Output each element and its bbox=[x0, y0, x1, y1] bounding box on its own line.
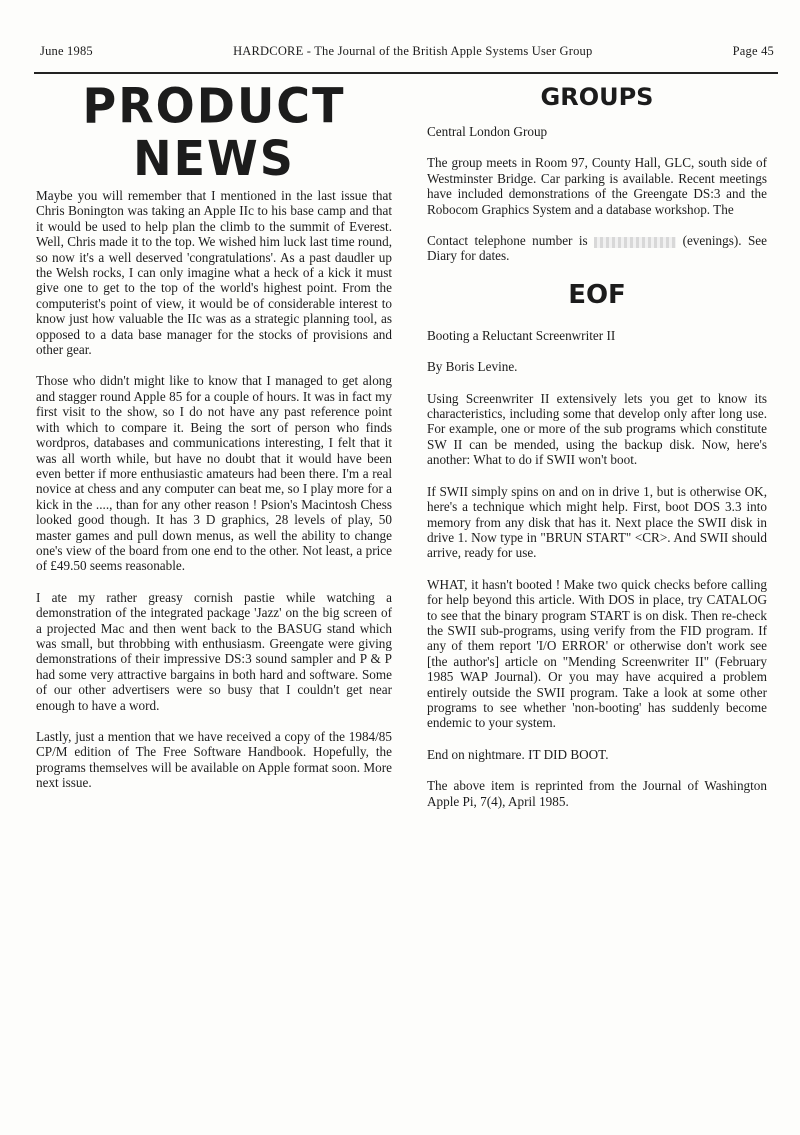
paragraph: Maybe you will remember that I mentioned in the last issue that Chris Bonington was taking an Apple IIc to his base camp and that it would be used to help plan the climb to the summit of Everest. Well, Chris made it to the top. We wished him luck last time round, so now it's a well deserved 'congratulations'. As a past daudler up the Welsh rocks, I can only imagine what a heck of a kick it must give one to get to the top of the world's highest point. From the computerist's point of view, it would be of considerable interest to know just how valuable the IIc was as a strategic planning tool, as opposed to a data base manager for the stocks of provisions and other gear. bbox=[36, 188, 392, 358]
paragraph: WHAT, it hasn't booted ! Make two quick checks before calling for help beyond this article. With DOS in place, try CATALOG to see that the binary program START is on disk. Then re-check the SWII sub-programs, using verify from the FID program. If any of them report 'I/O ERROR' or otherwise don't work see [the author's] article on "Mending Screenwriter II" (February 1985 WAP Journal). Or you may have acquired a problem entirely outside the SWII program. Take a look at some other programs to see whether 'non-booting' has suddenly become endemic to your system. bbox=[427, 576, 767, 731]
right-column bbox=[427, 82, 767, 825]
paragraph: If SWII simply spins on and on in drive 1, but is otherwise OK, here's a technique which might help. First, boot DOS 3.3 into memory from any disk that has it. Next place the SWII disk in drive 1. Now type in "BRUN START" <CR>. And SWII should arrive, ready for use. bbox=[427, 483, 767, 561]
groups-title: GROUPS bbox=[540, 83, 654, 111]
product-news-title: PRODUCT NEWS bbox=[82, 77, 346, 187]
contact-line bbox=[427, 233, 767, 264]
contact-label: Contact telephone number is bbox=[427, 233, 588, 249]
issue-date: June 1985 bbox=[40, 44, 93, 58]
paragraph: I ate my rather greasy cornish pastie while watching a demonstration of the integrated package 'Jazz' on the big screen of a projected Mac and then went back to the BASUG stand which was small, but throbbing with enthusiasm. Greengate were giving demonstrations of their impressive DS:3 sound sampler and P & P had some very attractive bargains in both hard and software. Some of our other advertisers were so busy that I couldn't get near enough to have a word. bbox=[36, 589, 392, 713]
header-rule bbox=[34, 72, 778, 74]
article-byline: By Boris Levine. bbox=[427, 359, 518, 375]
paragraph: End on nightmare. IT DID BOOT. bbox=[427, 746, 609, 762]
journal-title: HARDCORE - The Journal of the British Apple Systems User Group bbox=[233, 44, 593, 58]
paragraph: Using Screenwriter II extensively lets you get to know its characteristics, including some that develop only after long use. For example, one or more of the sub programs which constitute SW II can be mended, using the backup disk. Now, here's another: What to do if SWII won't boot. bbox=[427, 390, 767, 468]
group-description: The group meets in Room 97, County Hall, GLC, south side of Westminster Bridge. Car parking is available. Recent meetings have included demonstrations of the Greengate DS:3 and the Robocom Graphics System and a database workshop. The bbox=[427, 155, 767, 217]
paragraph: Those who didn't might like to know that I managed to get along and stagger round Apple 85 for a couple of hours. It was in fact my first visit to the show, so I do not have any past reference point with which to compare it. Being the sort of person who finds wordpros, databases and communications interesting, I felt that it was all worth while, but have no doubt that it would have been even better if more enthusiastic amateurs had been there. I'm a real novice at chess and any computer can beat me, so I play more for a kick in the ...., than for any other reason ! Psion's Macintosh Chess looked good though. It has 3 D graphics, 28 levels of play, 50 master games and pull down menus, as well the ability to change one's view of the board from one end to the other. Not least, a price of £49.50 seems reasonable. bbox=[36, 373, 392, 574]
article-title: Booting a Reluctant Screenwriter II bbox=[427, 327, 616, 343]
page-header bbox=[40, 44, 774, 59]
paragraph: The above item is reprinted from the Journal of Washington Apple Pi, 7(4), April 1985. bbox=[427, 778, 767, 809]
page-number: Page 45 bbox=[732, 44, 774, 58]
eof-title: EOF bbox=[568, 279, 626, 310]
group-name: Central London Group bbox=[427, 124, 548, 139]
left-column bbox=[36, 77, 392, 807]
contact-suffix: (evenings). See Diary for dates. bbox=[427, 233, 767, 264]
paragraph: Lastly, just a mention that we have received a copy of the 1984/85 CP/M edition of The Free Software Handbook. Hopefully, the programs themselves will be available on Apple format soon. More next issue. bbox=[36, 729, 392, 791]
redacted-phone bbox=[594, 237, 676, 248]
